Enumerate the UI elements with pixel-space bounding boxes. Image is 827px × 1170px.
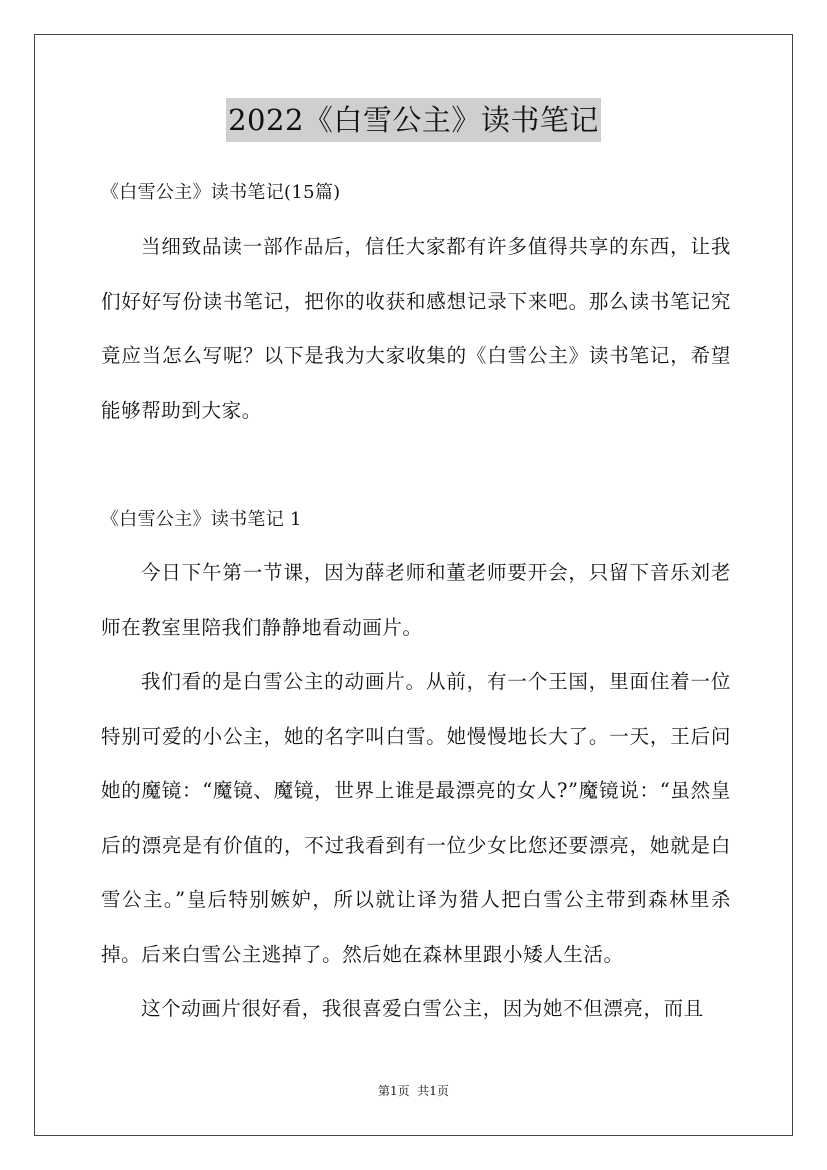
section1-paragraph-2: 我们看的是白雪公主的动画片。从前，有一个王国，里面住着一位特别可爱的小公主，她的名字叫白雪。她慢慢地长大了。一天，王后问她的魔镜：“魔镜、魔镜，世界上谁是最漂亮的女人?”魔镜说：“虽然皇后的漂亮是有价值的，不过我看到有一位少女比您还要漂亮，她就是白雪公主。”皇后特别嫉妒，所以就让译为猎人把白雪公主带到森林里杀掉。后来白雪公主逃掉了。然后她在森林里跟小矮人生活。 — [101, 670, 731, 966]
section1-paragraph-3: 这个动画片很好看，我很喜爱白雪公主，因为她不但漂亮，而且 — [141, 997, 704, 1020]
section1-heading-block — [101, 505, 731, 535]
document-title: 2022《白雪公主》读书笔记 — [226, 98, 601, 142]
page-footer: 第1页 共1页 — [378, 1084, 449, 1098]
collection-heading-block — [101, 178, 731, 208]
intro-block — [101, 220, 731, 438]
section1-heading: 《白雪公主》读书笔记 1 — [101, 509, 302, 530]
title-container — [0, 98, 827, 142]
collection-heading: 《白雪公主》读书笔记(15篇) — [101, 182, 341, 203]
intro-paragraph: 当细致品读一部作品后，信任大家都有许多值得共享的东西，让我们好好写份读书笔记，把你的收获和感想记录下来吧。那么读书笔记究竟应当怎么写呢？以下是我为大家收集的《白雪公主》读书笔记，希望能够帮助到大家。 — [101, 235, 731, 422]
section1-body — [101, 546, 731, 1037]
section1-paragraph-1: 今日下午第一节课，因为薛老师和董老师要开会，只留下音乐刘老师在教室里陪我们静静地看动画片。 — [101, 561, 731, 639]
